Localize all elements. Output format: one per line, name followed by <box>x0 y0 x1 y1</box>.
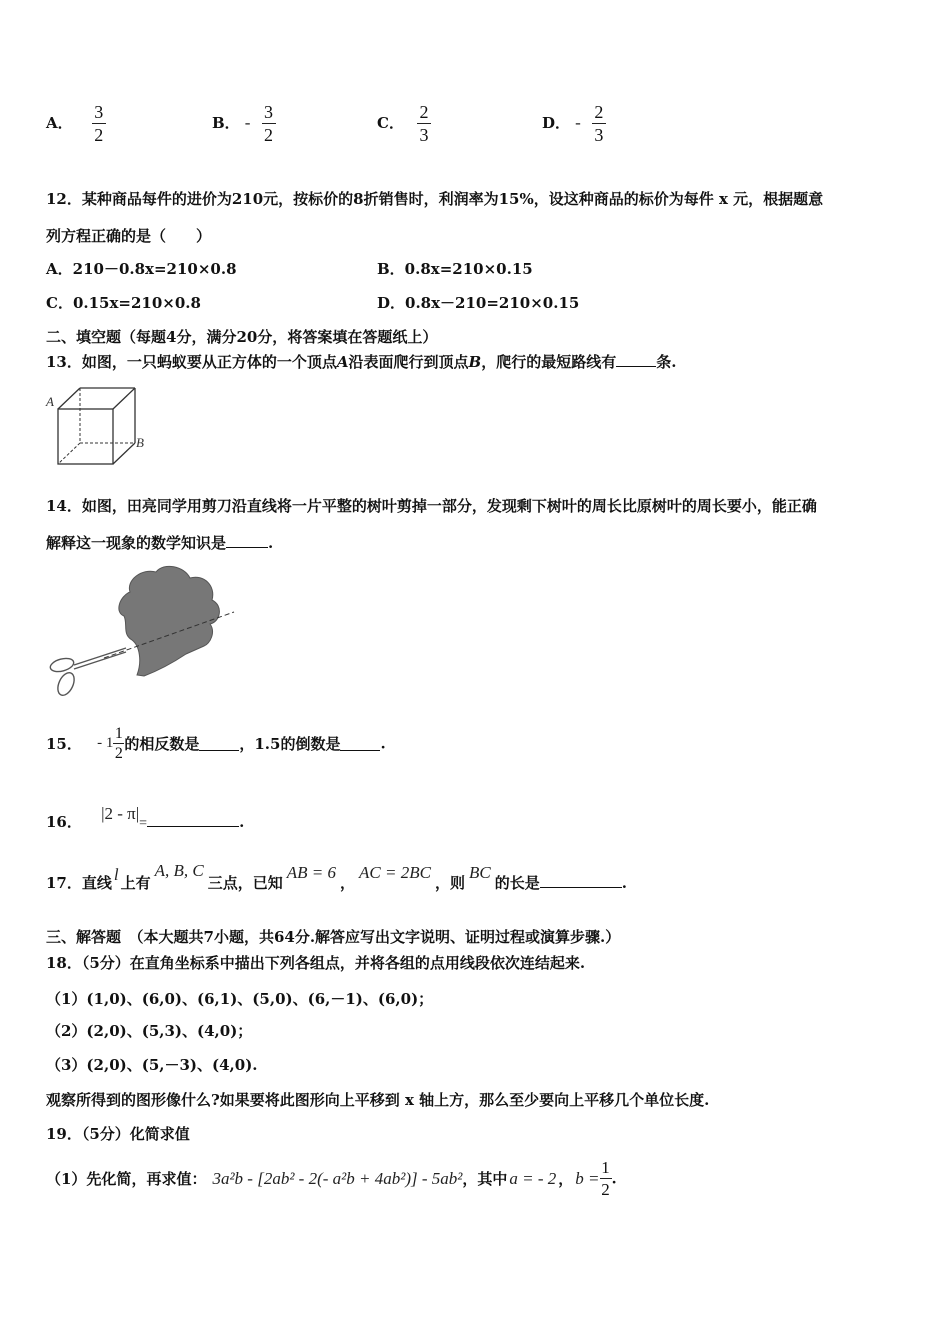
q19-title: 19．（5分）化简求值 <box>46 1125 190 1143</box>
numerator: 3 <box>94 102 104 122</box>
q19-end: . <box>611 1169 617 1188</box>
option-label: B． <box>212 114 240 132</box>
q18-title: 18．（5分）在直角坐标系中描出下列各组点，并将各组的点用线段依次连结起来. <box>46 954 586 972</box>
q12-option-b: B．0.8x=210×0.15 <box>377 260 533 278</box>
denominator: 3 <box>594 125 604 145</box>
section-3-heading: 三、解答题 （本大题共7小题，共64分.解答应写出文字说明、证明过程或演算步骤.） <box>46 928 621 946</box>
q11-option-a <box>46 102 106 145</box>
bc-term: BC <box>468 863 491 882</box>
answer-blank <box>616 352 656 367</box>
q18-item-1: （1）(1,0)、(6,0)、(6,1)、(5,0)、(6,－1)、(6,0)； <box>46 990 434 1008</box>
q19-part1-label: （1）先化简，再求值： <box>46 1170 207 1188</box>
comma: ， <box>340 874 356 892</box>
q18-question: 观察所得到的图形像什么?如果要将此图形向上平移到 x 轴上方，那么至少要向上平移几个单位长度. <box>46 1091 710 1109</box>
q15-number: 15． <box>46 735 82 753</box>
answer-blank <box>540 873 622 888</box>
q17-text-a: 上有 <box>120 874 151 892</box>
q11-option-c <box>377 102 431 145</box>
b-fraction <box>600 1158 612 1199</box>
fraction <box>262 102 276 145</box>
fraction <box>92 102 106 145</box>
q12-line1: 12．某种商品每件的进价为210元，按标价的8折销售时，利润率为15%，设这种商品的标价为每件 x 元，根据题意 <box>46 190 824 208</box>
denominator: 2 <box>601 1180 610 1199</box>
numerator: 1 <box>601 1158 610 1177</box>
q18-item-2: （2）(2,0)、(5,3)、(4,0)； <box>46 1022 253 1040</box>
q12-line2: 列方程正确的是（ ） <box>46 227 212 245</box>
q12-option-d: D．0.8x－210=210×0.15 <box>377 294 580 312</box>
q18-item-3: （3）(2,0)、(5,－3)、(4,0). <box>46 1056 258 1074</box>
point-b: B <box>468 353 482 371</box>
fraction <box>592 102 606 145</box>
q11-option-d <box>542 102 606 145</box>
section-2-heading: 二、填空题（每题4分，满分20分，将答案填在答题纸上） <box>46 328 438 346</box>
answer-blank <box>147 812 239 827</box>
q14-line1: 14．如图，田亮同学用剪刀沿直线将一片平整的树叶剪掉一部分，发现剩下树叶的周长比原树叶的周长要小，能正确 <box>46 497 817 515</box>
q15-text-a: 的相反数是 <box>124 735 200 753</box>
denominator: 2 <box>94 125 104 145</box>
q16-number: 16． <box>46 813 82 831</box>
ac-equation: AC = 2BC <box>359 863 431 882</box>
mixed-number-whole: - 1 <box>97 735 114 751</box>
q12-option-a: A．210－0.8x=210×0.8 <box>46 260 237 278</box>
denominator: 2 <box>264 125 274 145</box>
q13-text-b: 沿表面爬行到顶点 <box>348 353 469 371</box>
q15 <box>46 725 386 762</box>
q12-option-c: C．0.15x=210×0.8 <box>46 294 201 312</box>
q15-text-c: . <box>380 734 386 753</box>
q17-text-start: 17．直线 <box>46 874 112 892</box>
q16 <box>46 804 245 832</box>
q11-option-b <box>212 102 276 145</box>
answer-blank <box>340 736 380 751</box>
minus-sign: - <box>244 113 251 132</box>
q13-text-d: 条. <box>656 353 677 371</box>
option-label: D． <box>542 114 571 132</box>
abs-expression: |2 - π| <box>101 804 140 823</box>
line-l: l <box>113 865 119 884</box>
numerator: 2 <box>419 102 429 122</box>
q13-text-a: 13．如图，一只蚂蚁要从正方体的一个顶点 <box>46 353 337 371</box>
fraction <box>417 102 431 145</box>
q17 <box>46 861 627 893</box>
points-abc: A, B, C <box>154 861 204 880</box>
numerator: 3 <box>264 102 274 122</box>
q14-line2 <box>46 532 273 553</box>
option-label: A． <box>46 114 73 132</box>
comma: ， <box>558 1170 574 1188</box>
numerator: 1 <box>114 725 123 742</box>
q19-where: ，其中 <box>462 1170 508 1188</box>
q16-end: . <box>239 813 245 831</box>
q13-text-c: ，爬行的最短路线有 <box>481 353 617 371</box>
vertex-label-b: B <box>136 435 144 450</box>
point-a: A <box>336 353 349 371</box>
q14-line2-text: 解释这一现象的数学知识是 <box>46 534 227 552</box>
cube-figure <box>44 384 154 468</box>
answer-blank <box>199 736 239 751</box>
numerator: 2 <box>594 102 604 122</box>
b-lhs: b = <box>575 1168 600 1188</box>
q17-text-d: 的长是 <box>494 874 540 892</box>
minus-sign: - <box>575 113 581 132</box>
q14-line2-end: . <box>268 534 274 552</box>
a-value: a = - 2 <box>509 1168 557 1188</box>
answer-blank <box>226 533 268 548</box>
q17-end: . <box>621 874 627 892</box>
vertex-label-a: A <box>46 394 54 409</box>
mixed-number-fraction <box>113 725 124 762</box>
denominator: 3 <box>419 125 429 145</box>
q17-text-b: 三点，已知 <box>207 874 283 892</box>
q17-text-c: ，则 <box>434 874 465 892</box>
expression: 3a²b - [2ab² - 2(- a²b + 4ab²)] - 5ab² <box>212 1168 463 1188</box>
denominator: 2 <box>114 745 123 762</box>
q15-text-b: ，1.5的倒数是 <box>239 735 341 753</box>
q19-part1 <box>46 1158 617 1199</box>
ab-equation: AB = 6 <box>286 863 336 882</box>
option-label: C． <box>377 114 404 132</box>
leaf-scissors-figure <box>44 562 240 702</box>
equals-sign: = <box>139 816 148 831</box>
q13-text <box>46 351 676 372</box>
